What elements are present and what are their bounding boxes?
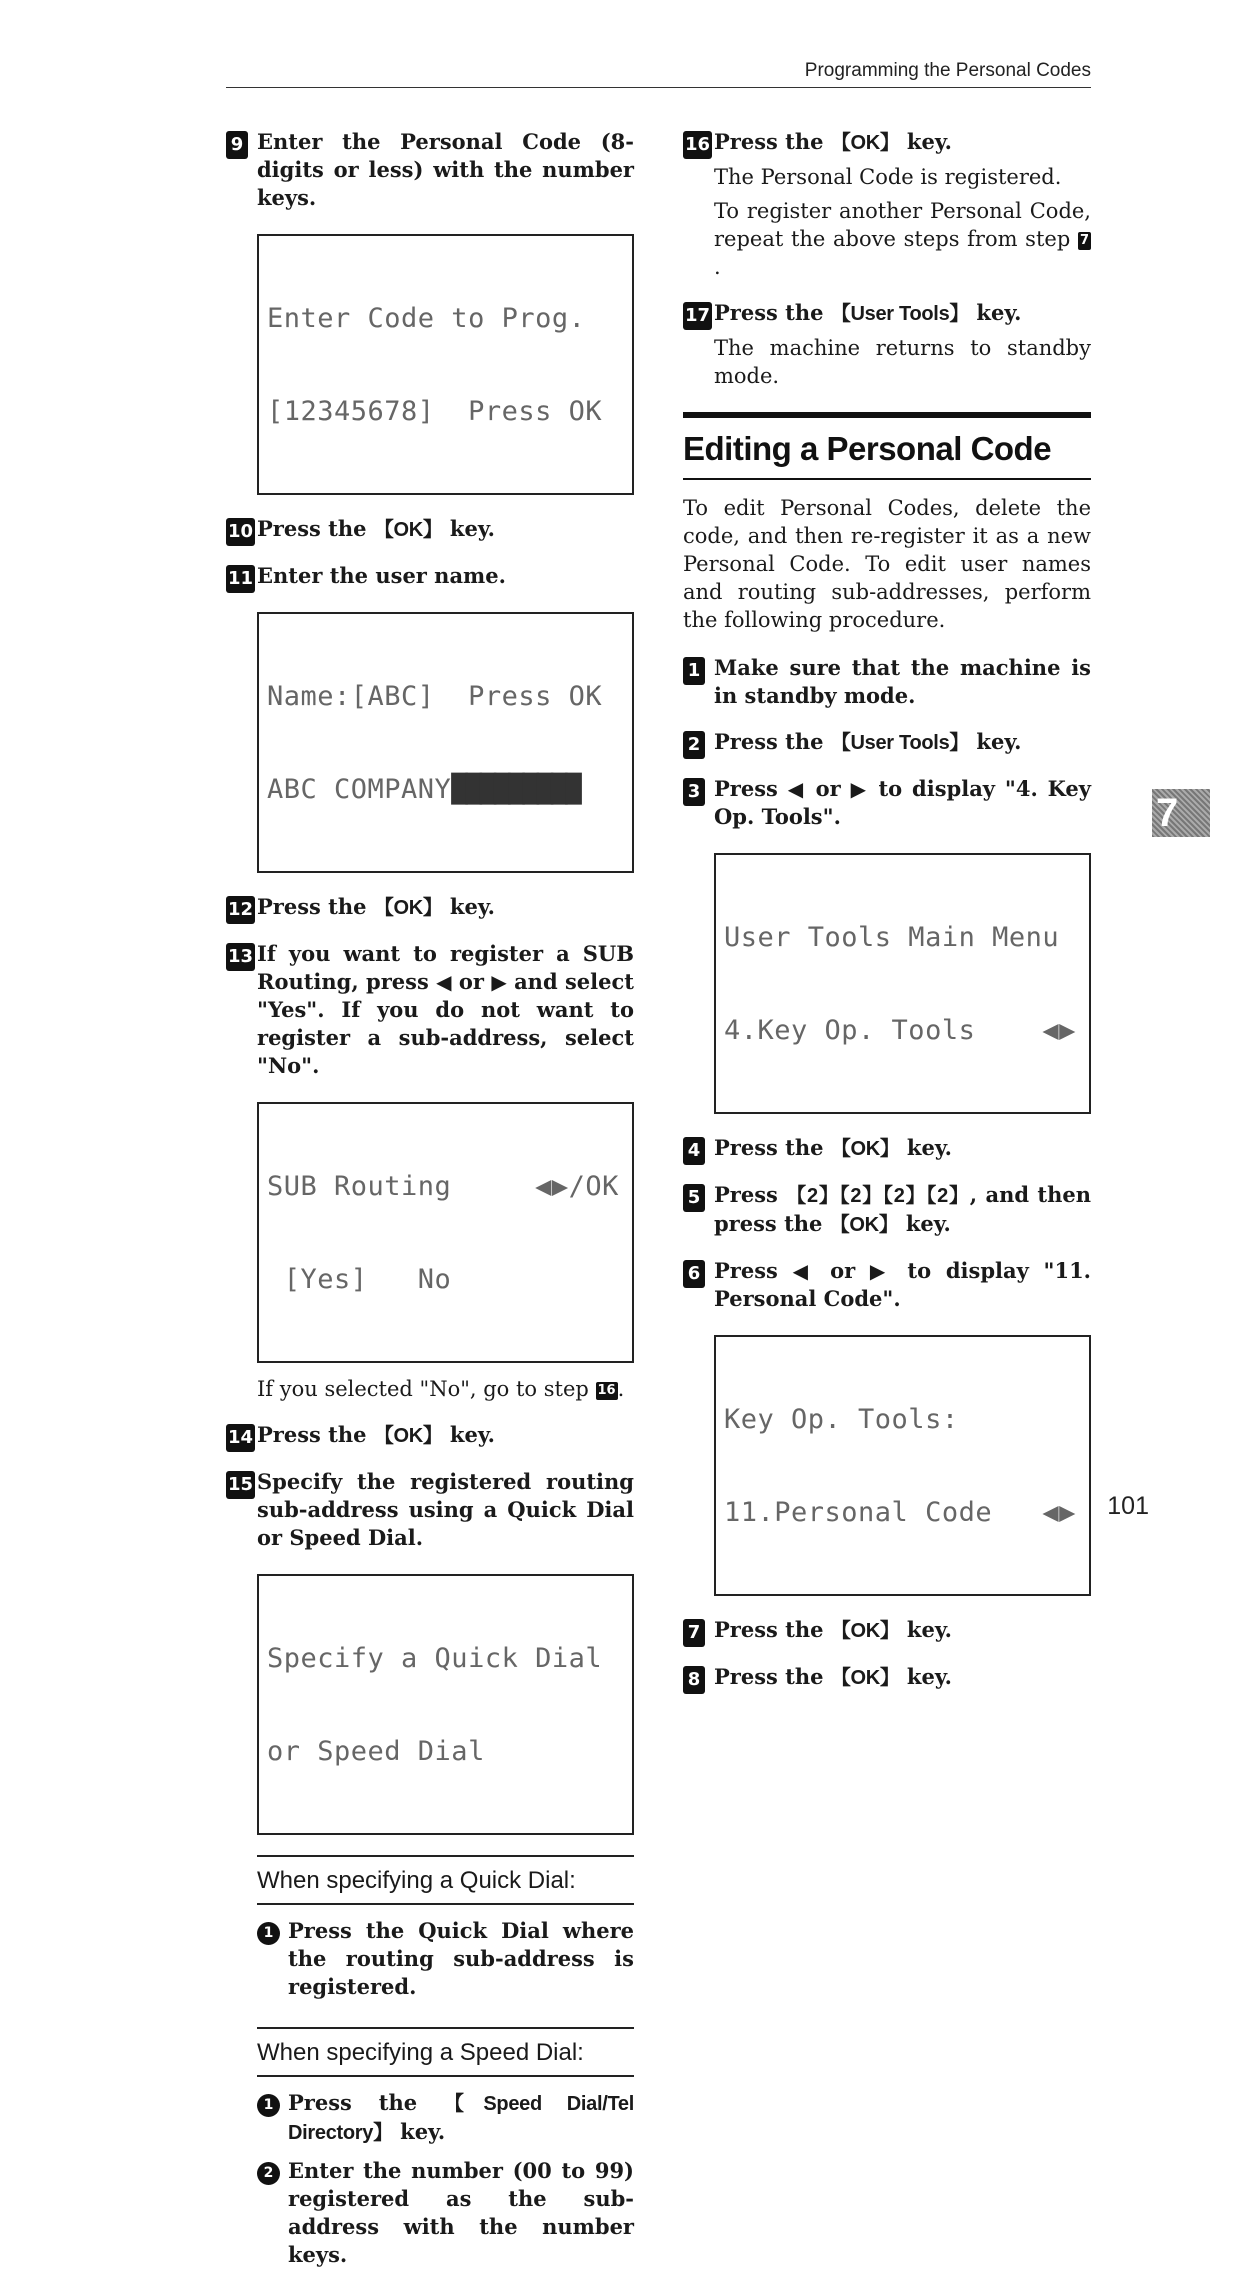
step-13-note xyxy=(226,1375,634,1403)
lcd-line-1: Key Op. Tools: xyxy=(724,1404,959,1435)
step-instruction xyxy=(714,775,1091,831)
step-text: or xyxy=(815,1258,870,1283)
step-number: 16 xyxy=(683,131,712,159)
substep-text-part: Press the xyxy=(288,2090,445,2115)
step-instruction xyxy=(257,940,634,1080)
edit-step-8 xyxy=(683,1663,1091,1692)
substep-text-part: key. xyxy=(392,2119,446,2144)
user-tools-key-label: 【User Tools】 xyxy=(830,303,970,325)
step-12 xyxy=(226,893,634,922)
edit-step-3 xyxy=(683,775,1091,831)
left-arrow-icon: ◀ xyxy=(436,970,452,994)
step-13 xyxy=(226,940,634,1080)
step-text: Press the xyxy=(714,129,831,154)
right-arrow-icon: ▶ xyxy=(491,970,507,994)
step-text: key. xyxy=(969,300,1022,325)
step-text: Press the xyxy=(714,1664,831,1689)
step-text: key. xyxy=(899,1135,952,1160)
step-text: key. xyxy=(899,129,952,154)
step-number: 8 xyxy=(683,1666,705,1694)
step-text: Press the xyxy=(257,516,374,541)
ok-key-label: 【OK】 xyxy=(373,1425,443,1447)
ok-key-label: 【OK】 xyxy=(829,1214,899,1236)
step-text: or xyxy=(805,776,851,801)
speed-dial-substep-2 xyxy=(257,2157,634,2269)
lcd-line-1: User Tools Main Menu xyxy=(724,922,1060,953)
step-instruction xyxy=(714,299,1091,328)
step-text: or xyxy=(451,969,492,994)
step-text: Press the xyxy=(257,1422,374,1447)
step-text: and select "Yes". If you do not want to register a sub-address, select "No". xyxy=(257,969,634,1078)
step-9 xyxy=(226,128,634,212)
right-arrow-icon: ▶ xyxy=(869,1259,893,1283)
step-number: 7 xyxy=(683,1619,705,1647)
step-number: 10 xyxy=(226,518,255,546)
step-reference: 7 xyxy=(1079,233,1089,248)
user-tools-key-label: 【User Tools】 xyxy=(830,732,970,754)
step-text: Press the xyxy=(714,300,831,325)
step-instruction: Enter the user name. xyxy=(257,563,506,588)
step-16 xyxy=(683,128,1091,281)
step-number: 11 xyxy=(226,565,255,593)
lcd-display-specify-dial xyxy=(257,1574,634,1835)
step-instruction xyxy=(257,893,634,922)
edit-step-5 xyxy=(683,1181,1091,1239)
step-instruction xyxy=(714,1134,1091,1163)
header-rule xyxy=(226,87,1091,88)
step-15 xyxy=(226,1468,634,1552)
note-text: . xyxy=(617,1377,625,1401)
step-number: 17 xyxy=(683,302,712,330)
step-instruction: Make sure that the machine is in standby mode. xyxy=(714,655,1091,708)
left-arrow-icon: ◀ xyxy=(792,1259,816,1283)
step-number: 15 xyxy=(226,1471,255,1499)
step-instruction xyxy=(714,728,1091,757)
left-column xyxy=(226,128,634,2279)
step-text: If you want to register a SUB Routing, press xyxy=(257,941,634,994)
step-text: key. xyxy=(969,729,1022,754)
step-instruction xyxy=(257,515,634,544)
lcd-display-enter-code xyxy=(257,234,634,495)
step-text: to display "4. Key Op. Tools". xyxy=(714,776,1091,829)
step-result-text: The Personal Code is registered. xyxy=(714,165,1062,189)
lcd-line-1: SUB Routing ◀▶/OK xyxy=(267,1171,619,1202)
speed-dial-substep-1 xyxy=(257,2089,634,2147)
section-intro: To edit Personal Codes, delete the code, and then re-register it as a new Personal Code. To edit user names and routing sub-addresses, perform the following procedure. xyxy=(683,496,1091,632)
substep-text xyxy=(288,2089,634,2147)
step-instruction xyxy=(714,1663,1091,1692)
step-text: Press the xyxy=(714,729,831,754)
step-number: 14 xyxy=(226,1424,255,1452)
substep-number: 1 xyxy=(257,1922,280,1945)
section-title: Editing a Personal Code xyxy=(683,430,1052,467)
lcd-blank-blocks: █████████ xyxy=(451,774,580,805)
body-text: To register another Personal Code, repeat the above steps from step xyxy=(714,199,1091,251)
lcd-line-2: or Speed Dial xyxy=(267,1736,485,1767)
step-note xyxy=(257,1375,634,1403)
right-arrow-icon: ▶ xyxy=(850,777,869,801)
step-instruction xyxy=(257,1421,634,1450)
number-keys-label: 【2】【2】【2】【2】 xyxy=(786,1185,970,1207)
quick-dial-heading: When specifying a Quick Dial: xyxy=(257,1855,634,1905)
ok-key-label: 【OK】 xyxy=(830,132,900,154)
substep-text: Enter the number (00 to 99) registered as the sub-address with the number keys. xyxy=(288,2158,634,2267)
step-result-text: The machine returns to standby mode. xyxy=(714,336,1091,388)
substep-number: 2 xyxy=(257,2162,280,2185)
lcd-line-1: Name:[ABC] Press OK xyxy=(267,681,603,712)
step-text: Press the xyxy=(257,894,374,919)
edit-step-7 xyxy=(683,1616,1091,1645)
step-number: 6 xyxy=(683,1260,705,1288)
body-text: . xyxy=(714,255,721,279)
lcd-display-user-tools-menu xyxy=(714,853,1091,1114)
lcd-display-name xyxy=(257,612,634,873)
section-bottom-rule xyxy=(683,478,1091,480)
step-text: Press the xyxy=(714,1617,831,1642)
lcd-display-sub-routing xyxy=(257,1102,634,1363)
step-body xyxy=(714,334,1091,390)
step-body xyxy=(714,163,1091,281)
header-title: Programming the Personal Codes xyxy=(804,60,1091,81)
edit-step-1 xyxy=(683,654,1091,710)
substep-number: 1 xyxy=(257,2094,280,2117)
step-reference: 16 xyxy=(597,1383,616,1398)
left-arrow-icon: ◀ xyxy=(787,777,806,801)
step-text: Press the xyxy=(714,1135,831,1160)
ok-key-label: 【OK】 xyxy=(830,1620,900,1642)
lcd-line-1: Enter Code to Prog. xyxy=(267,303,586,334)
substep-text: Press the Quick Dial where the routing sub-address is registered. xyxy=(288,1918,634,1999)
edit-step-4 xyxy=(683,1134,1091,1163)
step-text: key. xyxy=(442,516,495,541)
lcd-name-text: ABC COMPANY xyxy=(267,774,452,805)
step-instruction: Enter the Personal Code (8-digits or less) with the number keys. xyxy=(257,129,634,210)
step-text: to display "11. Personal Code". xyxy=(714,1258,1091,1311)
step-instruction xyxy=(714,1616,1091,1645)
step-text: key. xyxy=(899,1664,952,1689)
step-14 xyxy=(226,1421,634,1450)
step-text: key. xyxy=(899,1617,952,1642)
step-number: 9 xyxy=(226,131,248,159)
note-text: If you selected "No", go to step xyxy=(257,1377,596,1401)
lcd-line-2 xyxy=(267,774,624,805)
step-17 xyxy=(683,299,1091,390)
lcd-line-1: Specify a Quick Dial xyxy=(267,1643,603,1674)
step-number: 5 xyxy=(683,1184,705,1212)
chapter-tab: 7 xyxy=(1152,789,1210,837)
step-10 xyxy=(226,515,634,544)
step-number: 12 xyxy=(226,896,255,924)
lcd-line-2: 4.Key Op. Tools ◀▶ xyxy=(724,1015,1076,1046)
right-column xyxy=(683,128,1091,1710)
step-text: key. xyxy=(442,1422,495,1447)
step-number: 3 xyxy=(683,778,705,806)
page-number: 101 xyxy=(1107,1492,1149,1520)
speed-dial-heading: When specifying a Speed Dial: xyxy=(257,2027,634,2077)
step-number: 13 xyxy=(226,943,255,971)
ok-key-label: 【OK】 xyxy=(373,519,443,541)
quick-dial-substep-1 xyxy=(257,1917,634,2001)
step-number: 4 xyxy=(683,1137,705,1165)
step-instruction xyxy=(714,1257,1091,1313)
section-header xyxy=(683,412,1091,480)
edit-step-6 xyxy=(683,1257,1091,1313)
step-instruction xyxy=(714,128,1091,157)
step-result-text xyxy=(714,197,1091,281)
step-text: key. xyxy=(442,894,495,919)
step-text: key. xyxy=(898,1211,951,1236)
step-number: 2 xyxy=(683,731,705,759)
step-text: Press xyxy=(714,776,788,801)
speed-dial-key-label: 【Speed Dial/Tel Directory】 xyxy=(288,2093,634,2144)
lcd-line-2: [Yes] No xyxy=(267,1264,452,1295)
step-text: Press xyxy=(714,1258,793,1283)
step-instruction: Specify the registered routing sub-address using a Quick Dial or Speed Dial. xyxy=(257,1469,634,1550)
edit-step-2 xyxy=(683,728,1091,757)
ok-key-label: 【OK】 xyxy=(373,897,443,919)
step-text: Press xyxy=(714,1182,787,1207)
lcd-line-2: 11.Personal Code ◀▶ xyxy=(724,1497,1076,1528)
ok-key-label: 【OK】 xyxy=(830,1138,900,1160)
lcd-line-2: [12345678] Press OK xyxy=(267,396,603,427)
step-text: , and then press the xyxy=(714,1182,1091,1236)
ok-key-label: 【OK】 xyxy=(830,1667,900,1689)
lcd-display-key-op-tools xyxy=(714,1335,1091,1596)
step-11 xyxy=(226,562,634,590)
step-number: 1 xyxy=(683,657,705,685)
step-instruction xyxy=(714,1181,1091,1239)
